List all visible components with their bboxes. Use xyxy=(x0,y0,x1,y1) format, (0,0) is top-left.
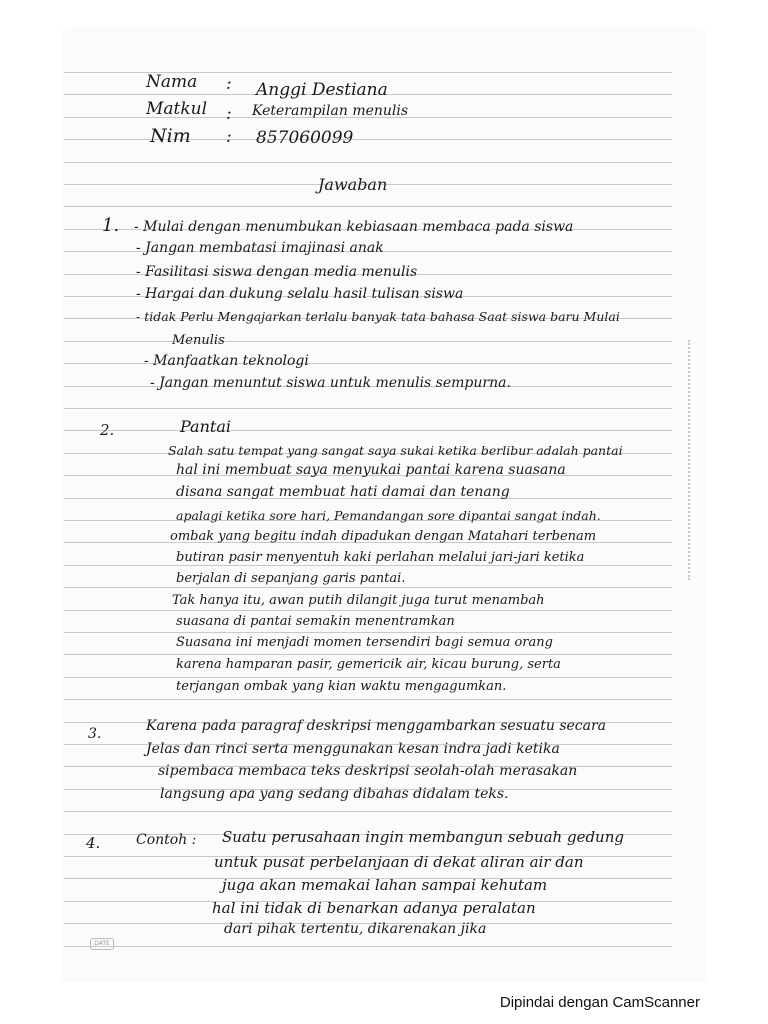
ruled-line xyxy=(64,632,672,633)
matkul-value: Keterampilan menulis xyxy=(252,103,409,119)
ruled-line xyxy=(64,654,672,655)
q3-number: 3. xyxy=(88,726,102,742)
ruled-line xyxy=(64,206,672,207)
q3-line: Karena pada paragraf deskripsi menggambarkan sesuatu secara xyxy=(146,718,607,734)
ruled-line xyxy=(64,677,672,678)
torn-sheet-edge xyxy=(688,340,708,580)
q2-line: Salah satu tempat yang sangat saya sukai ketika berlibur adalah pantai xyxy=(168,443,623,458)
nim-colon: : xyxy=(226,127,232,147)
ruled-line xyxy=(64,430,672,431)
q1-line: - Fasilitasi siswa dengan media menulis xyxy=(136,264,418,280)
q1-line: - Jangan menuntut siswa untuk menulis sempurna. xyxy=(150,375,511,391)
q4-line: untuk pusat perbelanjaan di dekat aliran air dan xyxy=(214,853,584,871)
q2-line: Suasana ini menjadi momen tersendiri bagi semua orang xyxy=(176,635,553,650)
nama-colon: : xyxy=(226,74,232,94)
q2-line: berjalan di sepanjang garis pantai. xyxy=(176,571,406,586)
q4-number: 4. xyxy=(86,834,101,852)
ruled-line xyxy=(64,811,672,812)
q3-line: Jelas dan rinci serta menggunakan kesan indra jadi ketika xyxy=(146,741,560,757)
q2-line: terjangan ombak yang kian waktu mengagumkan. xyxy=(176,679,507,694)
q4-label: Contoh : xyxy=(136,832,197,848)
ruled-line xyxy=(64,699,672,700)
q2-line: butiran pasir menyentuh kaki perlahan melalui jari-jari ketika xyxy=(176,550,585,565)
q4-line: dari pihak tertentu, dikarenakan jika xyxy=(224,921,487,937)
ruled-line xyxy=(64,587,672,588)
q2-heading: Pantai xyxy=(180,417,231,436)
ruled-line xyxy=(64,408,672,409)
q1-line: - Jangan membatasi imajinasi anak xyxy=(136,240,384,256)
q2-line: suasana di pantai semakin menentramkan xyxy=(176,614,455,629)
nim-value: 857060099 xyxy=(256,128,354,148)
ruled-line xyxy=(64,162,672,163)
q2-line: disana sangat membuat hati damai dan tenang xyxy=(176,484,510,500)
q2-line: ombak yang begitu indah dipadukan dengan Matahari terbenam xyxy=(170,529,597,544)
q2-line: karena hamparan pasir, gemericik air, kicau burung, serta xyxy=(176,657,561,672)
ruled-line xyxy=(64,610,672,611)
q1-line: - tidak Perlu Mengajarkan terlalu banyak tata bahasa Saat siswa baru Mulai xyxy=(136,309,620,324)
page-date-mark: DATE xyxy=(90,938,114,950)
q1-number: 1. xyxy=(102,215,120,236)
q2-number: 2. xyxy=(100,421,115,439)
q1-line: Menulis xyxy=(172,333,225,348)
q1-line: - Manfaatkan teknologi xyxy=(144,353,309,369)
ruled-line xyxy=(64,341,672,342)
q4-line: hal ini tidak di benarkan adanya peralatan xyxy=(212,899,536,917)
q3-line: langsung apa yang sedang dibahas didalam teks. xyxy=(160,786,509,802)
q4-line: Suatu perusahaan ingin membangun sebuah gedung xyxy=(222,828,624,846)
scanner-watermark-text: Dipindai dengan CamScanner xyxy=(499,994,700,1011)
q1-line: - Mulai dengan menumbukan kebiasaan membaca pada siswa xyxy=(134,219,574,235)
nama-label: Nama xyxy=(146,72,198,92)
q2-line: hal ini membuat saya menyukai pantai karena suasana xyxy=(176,462,566,478)
page-title: Jawaban xyxy=(318,175,388,194)
nim-label: Nim xyxy=(150,125,191,147)
nama-value: Anggi Destiana xyxy=(256,80,388,100)
q3-line: sipembaca membaca teks deskripsi seolah-olah merasakan xyxy=(158,763,578,779)
q4-line: juga akan memakai lahan sampai kehutam xyxy=(222,876,548,894)
matkul-colon: : xyxy=(226,104,232,124)
q2-line: apalagi ketika sore hari, Pemandangan sore dipantai sangat indah. xyxy=(176,508,601,523)
q1-line: - Hargai dan dukung selalu hasil tulisan siswa xyxy=(136,286,464,302)
matkul-label: Matkul xyxy=(146,99,208,119)
ruled-line xyxy=(64,565,672,566)
q2-line: Tak hanya itu, awan putih dilangit juga turut menambah xyxy=(172,593,545,608)
ruled-line xyxy=(64,946,672,947)
